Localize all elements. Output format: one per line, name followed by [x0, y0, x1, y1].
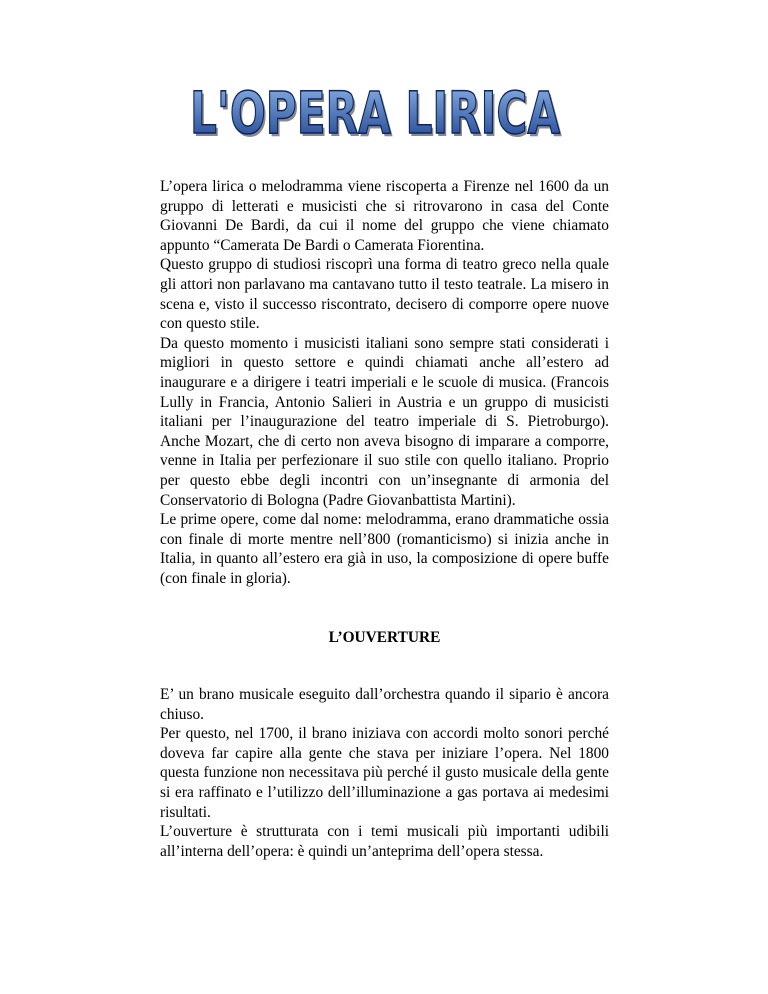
ouverture-paragraph-structure: L’ouverture è strutturata con i temi musicali più importanti udibili all’interna dell’opera: è quindi un’anteprima dell’opera stessa. [160, 823, 609, 860]
intro-paragraph-greek-theatre: Questo gruppo di studiosi riscoprì una forma di teatro greco nella quale gli attori non parlavano ma cantavano tutto il testo teatrale. La misero in scena e, visto il successo riscontrato, decisero di comporre opere nuove con questo stile. [160, 256, 609, 333]
section-heading-ouverture: L’OUVERTURE [328, 629, 441, 646]
wordart-title [175, 78, 575, 148]
intro-paragraph-italian-musicians: Da questo momento i musicisti italiani sono sempre stati considerati i migliori in questo settore e quindi chiamati anche all’estero ad inaugurare e a dirigere i teatri imperiali e le scuole di musica. (Francois Lully in Francia, Antonio Salieri in Austria e un gruppo di musicisti italiani per l’inaugurazione del teatro imperiale di S. Pietroburgo). Anche Mozart, che di certo non aveva bisogno di imparare a comporre, venne in Italia per perfezionare il suo stile con quello italiano. Proprio per questo ebbe degli incontri con un’insegnante di armonia del Conservatorio di Bologna (Padre Giovanbattista Martini). [160, 334, 609, 509]
ouverture-section [160, 685, 609, 861]
intro-section [160, 177, 609, 588]
intro-paragraph-first-operas: Le prime opere, come dal nome: melodramma, erano drammatiche ossia con finale di morte mentre nell’800 (romanticismo) si inizia anche in Italia, in quanto all’estero era già in uso, la composizione di opere buffe (con finale in gloria). [160, 511, 609, 587]
ouverture-paragraph-definition: E’ un brano musicale eseguito dall’orchestra quando il sipario è ancora chiuso. [160, 686, 609, 723]
wordart-title-graphic [175, 78, 575, 148]
title-shadow: L'OPERA LIRICA [192, 82, 563, 148]
ouverture-paragraph-history: Per questo, nel 1700, il brano iniziava con accordi molto sonori perché doveva far capire alla gente che stava per iniziare l’opera. Nel 1800 questa funzione non necessitava più perché il gusto musicale della gente si era raffinato e l’utilizzo dell’illuminazione a gas portava ai medesimi risultati. [160, 725, 609, 821]
intro-paragraph-origin: L’opera lirica o melodramma viene riscoperta a Firenze nel 1600 da un gruppo di letterati e musicisti che si ritrovarono in casa del Conte Giovanni De Bardi, da cui il nome del gruppo che viene chiamato appunto “Camerata De Bardi o Camerata Fiorentina. [160, 178, 609, 254]
page-title: L'OPERA LIRICA [190, 79, 561, 147]
